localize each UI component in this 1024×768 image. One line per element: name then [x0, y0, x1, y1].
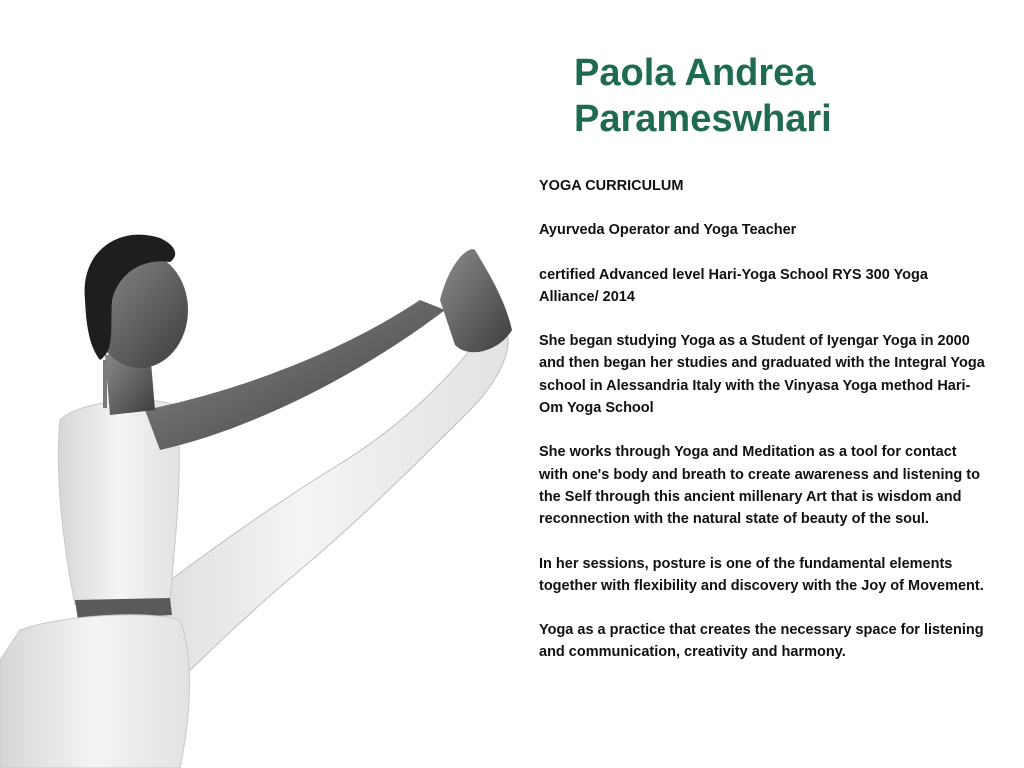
- raised-foot: [440, 249, 512, 352]
- paragraph-3: She began studying Yoga as a Student of Iyengar Yoga in 2000 and then began her studies and graduated with the Integral Yoga school in Alessandria Italy with the Vinyasa Yoga method Hari-Om Yoga School: [539, 333, 985, 417]
- page-title: [574, 50, 994, 142]
- paragraph-4: She works through Yoga and Meditation as a tool for contact with one's body and breath to create awareness and listening to the Self through this ancient millenary Art that is wisdom and reconnection with the natural state of beauty of the soul.: [539, 444, 980, 528]
- section-heading: YOGA CURRICULUM: [539, 178, 684, 194]
- curriculum-text: [539, 175, 989, 686]
- paragraph-6: Yoga as a practice that creates the necessary space for listening and communication, creativity and harmony.: [539, 622, 984, 661]
- title-line-2: Parameswhari: [574, 98, 832, 140]
- paragraph-1: Ayurveda Operator and Yoga Teacher: [539, 222, 797, 239]
- paragraph-5: In her sessions, posture is one of the fundamental elements together with flexibility and discovery with the Joy of Movement.: [539, 555, 984, 594]
- earring: [103, 360, 107, 408]
- lower-body: [0, 615, 189, 768]
- title-line-1: Paola Andrea: [574, 52, 816, 94]
- paragraph-2: certified Advanced level Hari-Yoga School RYS 300 Yoga Alliance/ 2014: [539, 266, 928, 305]
